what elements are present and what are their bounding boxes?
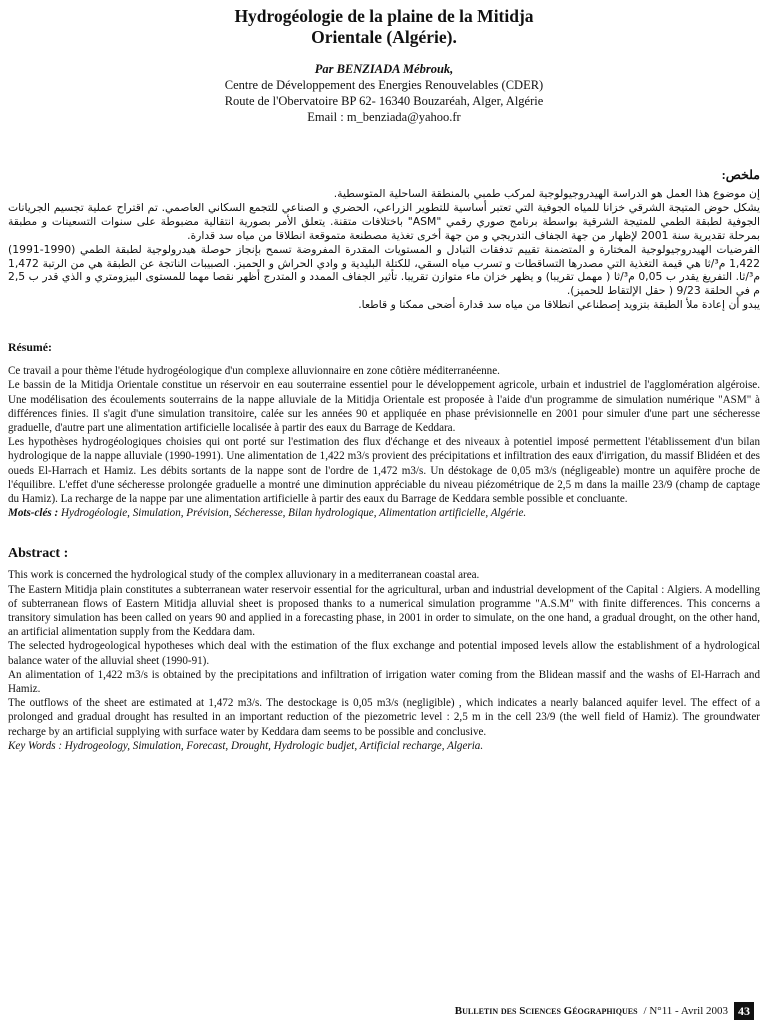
- author-address: Route de l'Obervatoire BP 62- 16340 Bouzaréah, Alger, Algérie: [224, 94, 544, 108]
- abstract-paragraph: The selected hydrogeological hypotheses which deal with the estimation of the flux exchange and potential imposed levels allow the establishment of a hydrological balance water of the alluvial sheet (1990-91).: [8, 640, 760, 667]
- author-block: [8, 61, 760, 125]
- title-line-2: Orientale (Algérie).: [311, 27, 457, 47]
- author-email: Email : m_benziada@yahoo.fr: [307, 110, 461, 124]
- arabic-paragraph: يشكل حوض المتيجة الشرقي خزانا للمياه الجوفية التي تعتبر أساسية للتطوير الزراعي، الحضري و الصناعي للتجمع السكاني العاصمي. تم اقتراح عملية تجسيم الجريانات الجوفية لطبقة الطمي للمتيجة الشرقية بواسطة برنامج صوري رقمي "ASM" باختلافات متقنة. يتعلق الأمر بصورية انتقالية مضبوطة على سنوات التسعينات و مطبقة بمرحلة تقديرية سنة 2001 لإظهار من جهة الجفاف التدريجي و من جهة أخرى تغذية مصطنعة متموقعة انطلاقا من مياه سد قدارة.: [8, 200, 760, 242]
- author-affiliation: Centre de Développement des Energies Renouvelables (CDER): [224, 78, 544, 92]
- resume-keywords-text: Hydrogéologie, Simulation, Prévision, Sécheresse, Bilan hydrologique, Alimentation artificielle, Algérie.: [58, 507, 527, 520]
- journal-name: Bulletin des Sciences Géographiques: [454, 1005, 638, 1017]
- arabic-paragraph: إن موضوع هذا العمل هو الدراسة الهيدروجيولوجية لمركب طمبي بالمنطقة الساحلية المتوسطية.: [333, 187, 760, 200]
- resume-keywords-label: Mots-clés :: [8, 507, 59, 520]
- abstract-paragraph: The Eastern Mitidja plain constitutes a subterranean water reservoir essential for the agricultural, urban and industrial development of the Capital : Algiers. A modelling of subterranean flows of Eastern Mitidja alluvial sheet is proposed thanks to a numerical simulation programme "A.S.M" with finite differences. This concerns a transitory simulation has been called on years 90 and applied in a forecasting phase, in 2001 in order to simulate, on the one hand, a gradual drought, on the other hand, an artificial alimentation supply from the Keddara dam.: [8, 583, 760, 639]
- abstract-paragraph: An alimentation of 1,422 m3/s is obtained by the precipitations and infiltration of irrigation water coming from the Blidean massif and the washs of El-Harrach and Hamiz.: [8, 668, 760, 696]
- resume-paragraph: Ce travail a pour thème l'étude hydrogéologique d'un complexe alluvionnaire en zone côtière méditerranéenne.: [8, 365, 500, 378]
- arabic-abstract-body: [8, 187, 760, 312]
- journal-issue: / N°11 - Avril 2003: [643, 1005, 728, 1017]
- page-number: 43: [734, 1002, 754, 1020]
- abstract-paragraph: This work is concerned the hydrological study of the complex alluvionary in a mediterranean coastal area.: [8, 569, 480, 582]
- arabic-paragraph: يبدو أن إعادة ملأ الطبقة بتزويد إصطناعي انطلاقا من مياه سد قدارة أضحى ممكنا و قاطعا.: [358, 298, 760, 312]
- abstract-body: [8, 568, 760, 753]
- resume-heading: Résumé:: [8, 340, 52, 355]
- arabic-abstract-heading: ملخص:: [721, 168, 760, 182]
- arabic-paragraph: الفرضيات الهيدروجيولوجية المختارة و المتضمنة تقييم تدفقات التبادل و المستويات المقدرة المفروضة تسمح بإنجاز حوصلة هيدرولوجية لطبقة الطمي (1990-1991) 1,422 م³/ثا هي قيمة التغذية التي مصدرها التساقطات و تسرب مياه السقي، للكتلة البليدية و وادي الحراش و الحميز. الصبيبات الناتجة عن الطبقة هي من الرتبة 1,472 م³/ثا. التفريغ يقدر ب 0,05 م³/ثا ( مهمل تقريبا) و يظهر خزان ماء متوازن تقريبا. تأثير الجفاف الممدد و المتدرج أظهر نقصا مهما للمستوى البيزومتري و الذي قدر ب 2,5 م في الحلقة 9/23 ( حقل الإلتقاط للحميز).: [8, 242, 761, 298]
- resume-body: [8, 364, 760, 520]
- title-line-1: Hydrogéologie de la plaine de la Mitidja: [234, 6, 534, 26]
- resume-keywords: [8, 506, 760, 520]
- paper-page: [8, 0, 760, 753]
- abstract-keywords: Key Words : Hydrogeology, Simulation, Forecast, Drought, Hydrologic budjet, Artificial recharge, Algeria.: [8, 739, 484, 752]
- paper-title: [8, 6, 760, 48]
- resume-paragraph: Le bassin de la Mitidja Orientale constitue un réservoir en eau souterraine essentiel pour le développement agricole, urbain et industriel de l'agglomération algéroise. Une modélisation des écoulements souterrains de la nappe alluviale de la Mitidja Orientale est proposée à l'aide d'un programme de simulation numérique "ASM" à différences finies. Il s'agit d'une simulation transitoire, calée sur les années 90 et appliquée en phase prévisionnelle en 2001 pour simuler d'une part une sécheresse graduelle, d'autre part une alimentation artificielle localisée à partir des eaux du Barrage de Keddara.: [8, 379, 760, 434]
- author-name: Par BENZIADA Mébrouk,: [314, 62, 454, 76]
- page-footer: [455, 1002, 754, 1020]
- abstract-heading: Abstract :: [8, 546, 69, 562]
- resume-paragraph: Les hypothèses hydrogéologiques choisies qui ont porté sur l'estimation des flux d'échange et des niveaux à potentiel imposé permettent l'établissement d'un bilan hydrologique de la nappe alluviale (1990-1991). Une alimentation de 1,422 m3/s provient des précipitations et infiltration des eaux d'irrigation, du massif Blidéen et des oueds El-Harrach et Hamiz. Les débits sortants de la nappe sont de l'ordre de 1,472 m3/s. Un déstokage de 0,05 m3/s (négligeable) montre un aquifère proche de l'équilibre. L'effet d'une sécheresse prolongée graduelle a montré une diminution appréciable du niveau piézométrique de 2,5 m dans la maille 23/9 (champ de captage du Hamiz). La recharge de la nappe par une alimentation artificielle à partir des eaux du Barrage de Keddara semble possible et concluante.: [8, 436, 760, 505]
- abstract-paragraph: The outflows of the sheet are estimated at 1,472 m3/s. The destockage is 0,05 m3/s (negligible) , which indicates a nearly balanced aquifer level. The effect of a prolonged and gradual drought has resulted in an important reduction of the piezometric level : 2,5 m in the cell 23/9 (the well field of Hamiz). The groundwater recharge by an artificial supplying with surface water by Keddara dam seems to be possible and conclusive.: [8, 697, 760, 738]
